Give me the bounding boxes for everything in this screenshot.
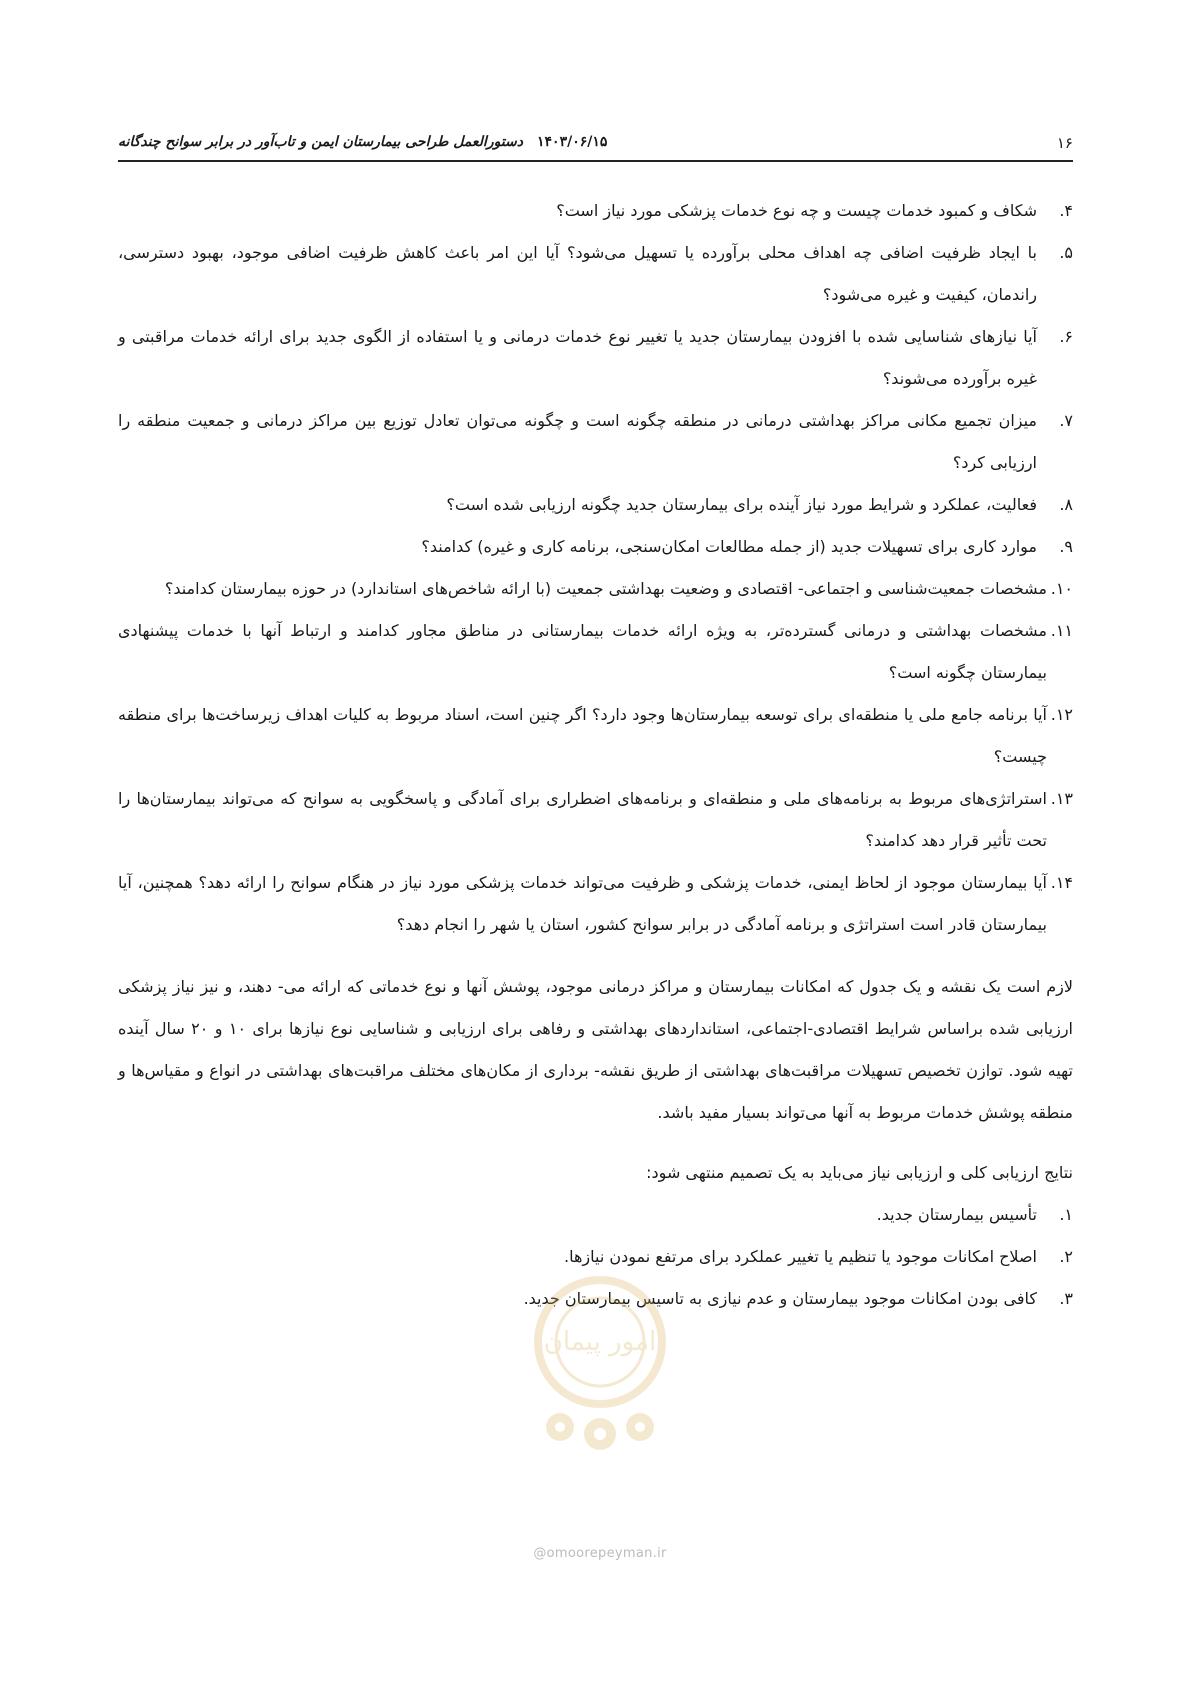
list-item	[118, 1194, 1073, 1236]
header-date: ۱۴۰۳/۰۶/۱۵	[537, 134, 608, 150]
item-text: با ایجاد ظرفیت اضافی چه اهداف محلی برآورده یا تسهیل می‌شود؟ آیا این امر باعث کاهش ظرفیت اضافی موجود، بهبود دسترسی، راندمان، کیفیت و غیره می‌شود؟	[118, 243, 1037, 304]
item-number: ۱۲.	[1050, 705, 1073, 724]
list-item	[118, 778, 1073, 862]
item-number: ۴.	[1059, 201, 1073, 220]
item-number: ۱۱.	[1050, 621, 1073, 640]
item-text: فعالیت، عملکرد و شرایط مورد نیاز آینده برای بیمارستان جدید چگونه ارزیابی شده است؟	[446, 495, 1037, 514]
item-number: ۳.	[1059, 1289, 1073, 1308]
watermark-url: @omoorepeyman.ir	[533, 1546, 667, 1561]
item-text: مشخصات بهداشتی و درمانی گسترده‌تر، به ویژه ارائه خدمات بیمارستانی در مناطق مجاور کدامند و ارتباط آنها با خدمات پیشنهادی بیمارستان چگونه است؟	[118, 621, 1047, 682]
item-text: آیا برنامه جامع ملی یا منطقه‌ای برای توسعه بیمارستان‌ها وجود دارد؟ اگر چنین است، اسناد مربوط به کلیات اهداف زیرساخت‌ها برای منطقه چیست؟	[118, 705, 1047, 766]
item-number: ۶.	[1059, 327, 1073, 346]
list-item	[118, 484, 1073, 526]
list-item	[118, 526, 1073, 568]
list-item	[118, 568, 1073, 610]
item-number: ۱.	[1059, 1205, 1073, 1224]
watermark-logo-text: امور پیمان	[543, 1327, 657, 1357]
item-number: ۸.	[1059, 495, 1073, 514]
item-text: تأسیس بیمارستان جدید.	[876, 1205, 1037, 1224]
item-text: کافی بودن امکانات موجود بیمارستان و عدم نیازی به تاسیس بیمارستان جدید.	[523, 1289, 1037, 1308]
item-text: استراتژی‌های مربوط به برنامه‌های ملی و منطقه‌ای و برنامه‌های اضطراری برای آمادگی و پاسخگویی به سوانح که می‌تواند بیمارستان‌ها را تحت تأثیر قرار دهد کدامند؟	[118, 789, 1047, 850]
watermark-logo	[500, 1262, 700, 1472]
list-item	[118, 610, 1073, 694]
body-paragraph: لازم است یک نقشه و یک جدول که امکانات بیمارستان و مراکز درمانی موجود، پوشش آنها و نوع خدماتی که ارائه می- دهند، و نیز نیاز پزشکی ارزیابی شده براساس شرایط اقتصادی-اجتماعی، استانداردهای بهداشتی و رفاهی برای ارزیابی و شناسایی نوع نیازها برای ۱۰ و ۲۰ سال آینده تهیه شود. توازن تخصیص تسهیلات مراقبت‌های بهداشتی از طریق نقشه- برداری از مکان‌های مختلف مراقبت‌های بهداشتی در انواع و مقیاس‌ها و منطقه پوشش خدمات مربوط به آنها می‌تواند بسیار مفید باشد.	[118, 977, 1073, 1122]
list-item	[118, 232, 1073, 316]
page-number: ۱۶	[1056, 134, 1073, 152]
item-number: ۷.	[1059, 411, 1073, 430]
list-item	[118, 862, 1073, 946]
page-header	[118, 130, 1073, 162]
item-text: اصلاح امکانات موجود یا تنظیم یا تغییر عملکرد برای مرتفع نمودن نیازها.	[564, 1247, 1037, 1266]
item-number: ۹.	[1059, 537, 1073, 556]
item-number: ۲.	[1059, 1247, 1073, 1266]
item-number: ۵.	[1059, 243, 1073, 262]
list-item	[118, 400, 1073, 484]
question-list	[118, 190, 1073, 946]
item-text: آیا نیازهای شناسایی شده با افزودن بیمارستان جدید یا تغییر نوع خدمات درمانی و یا استفاده از الگوی جدید برای ارائه خدمات مراقبتی و غیره برآورده می‌شوند؟	[118, 327, 1037, 388]
item-text: میزان تجمیع مکانی مراکز بهداشتی درمانی در منطقه چگونه است و چگونه می‌توان تعادل توزیع بین مراکز درمانی و جمعیت منطقه را ارزیابی کرد؟	[118, 411, 1037, 472]
item-text: آیا بیمارستان موجود از لحاظ ایمنی، خدمات پزشکی و ظرفیت می‌تواند خدمات پزشکی مورد نیاز در هنگام سوانح را ارائه دهد؟ همچنین، آیا بیمارستان قادر است استراتژی و برنامه آمادگی در برابر سوانح کشور، استان یا شهر را انجام دهد؟	[118, 873, 1047, 934]
item-number: ۱۰.	[1050, 579, 1073, 598]
outcomes-intro: نتایج ارزیابی کلی و ارزیابی نیاز می‌باید به یک تصمیم منتهی شود:	[646, 1163, 1073, 1182]
item-text: مشخصات جمعیت‌شناسی و اجتماعی- اقتصادی و وضعیت بهداشتی جمعیت (با ارائه شاخص‌های استاندارد) در حوزه بیمارستان کدامند؟	[164, 579, 1047, 598]
document-title: دستورالعمل طراحی بیمارستان ایمن و تاب‌آور در برابر سوانح چندگانه	[118, 134, 524, 150]
item-text: موارد کاری برای تسهیلات جدید (از جمله مطالعات امکان‌سنجی، برنامه کاری و غیره) کدامند؟	[421, 537, 1037, 556]
item-text: شکاف و کمبود خدمات چیست و چه نوع خدمات پزشکی مورد نیاز است؟	[556, 201, 1037, 220]
list-item	[118, 694, 1073, 778]
list-item	[118, 316, 1073, 400]
list-item	[118, 190, 1073, 232]
page-body	[118, 190, 1073, 1320]
item-number: ۱۳.	[1050, 789, 1073, 808]
item-number: ۱۴.	[1050, 873, 1073, 892]
running-title	[118, 134, 607, 150]
